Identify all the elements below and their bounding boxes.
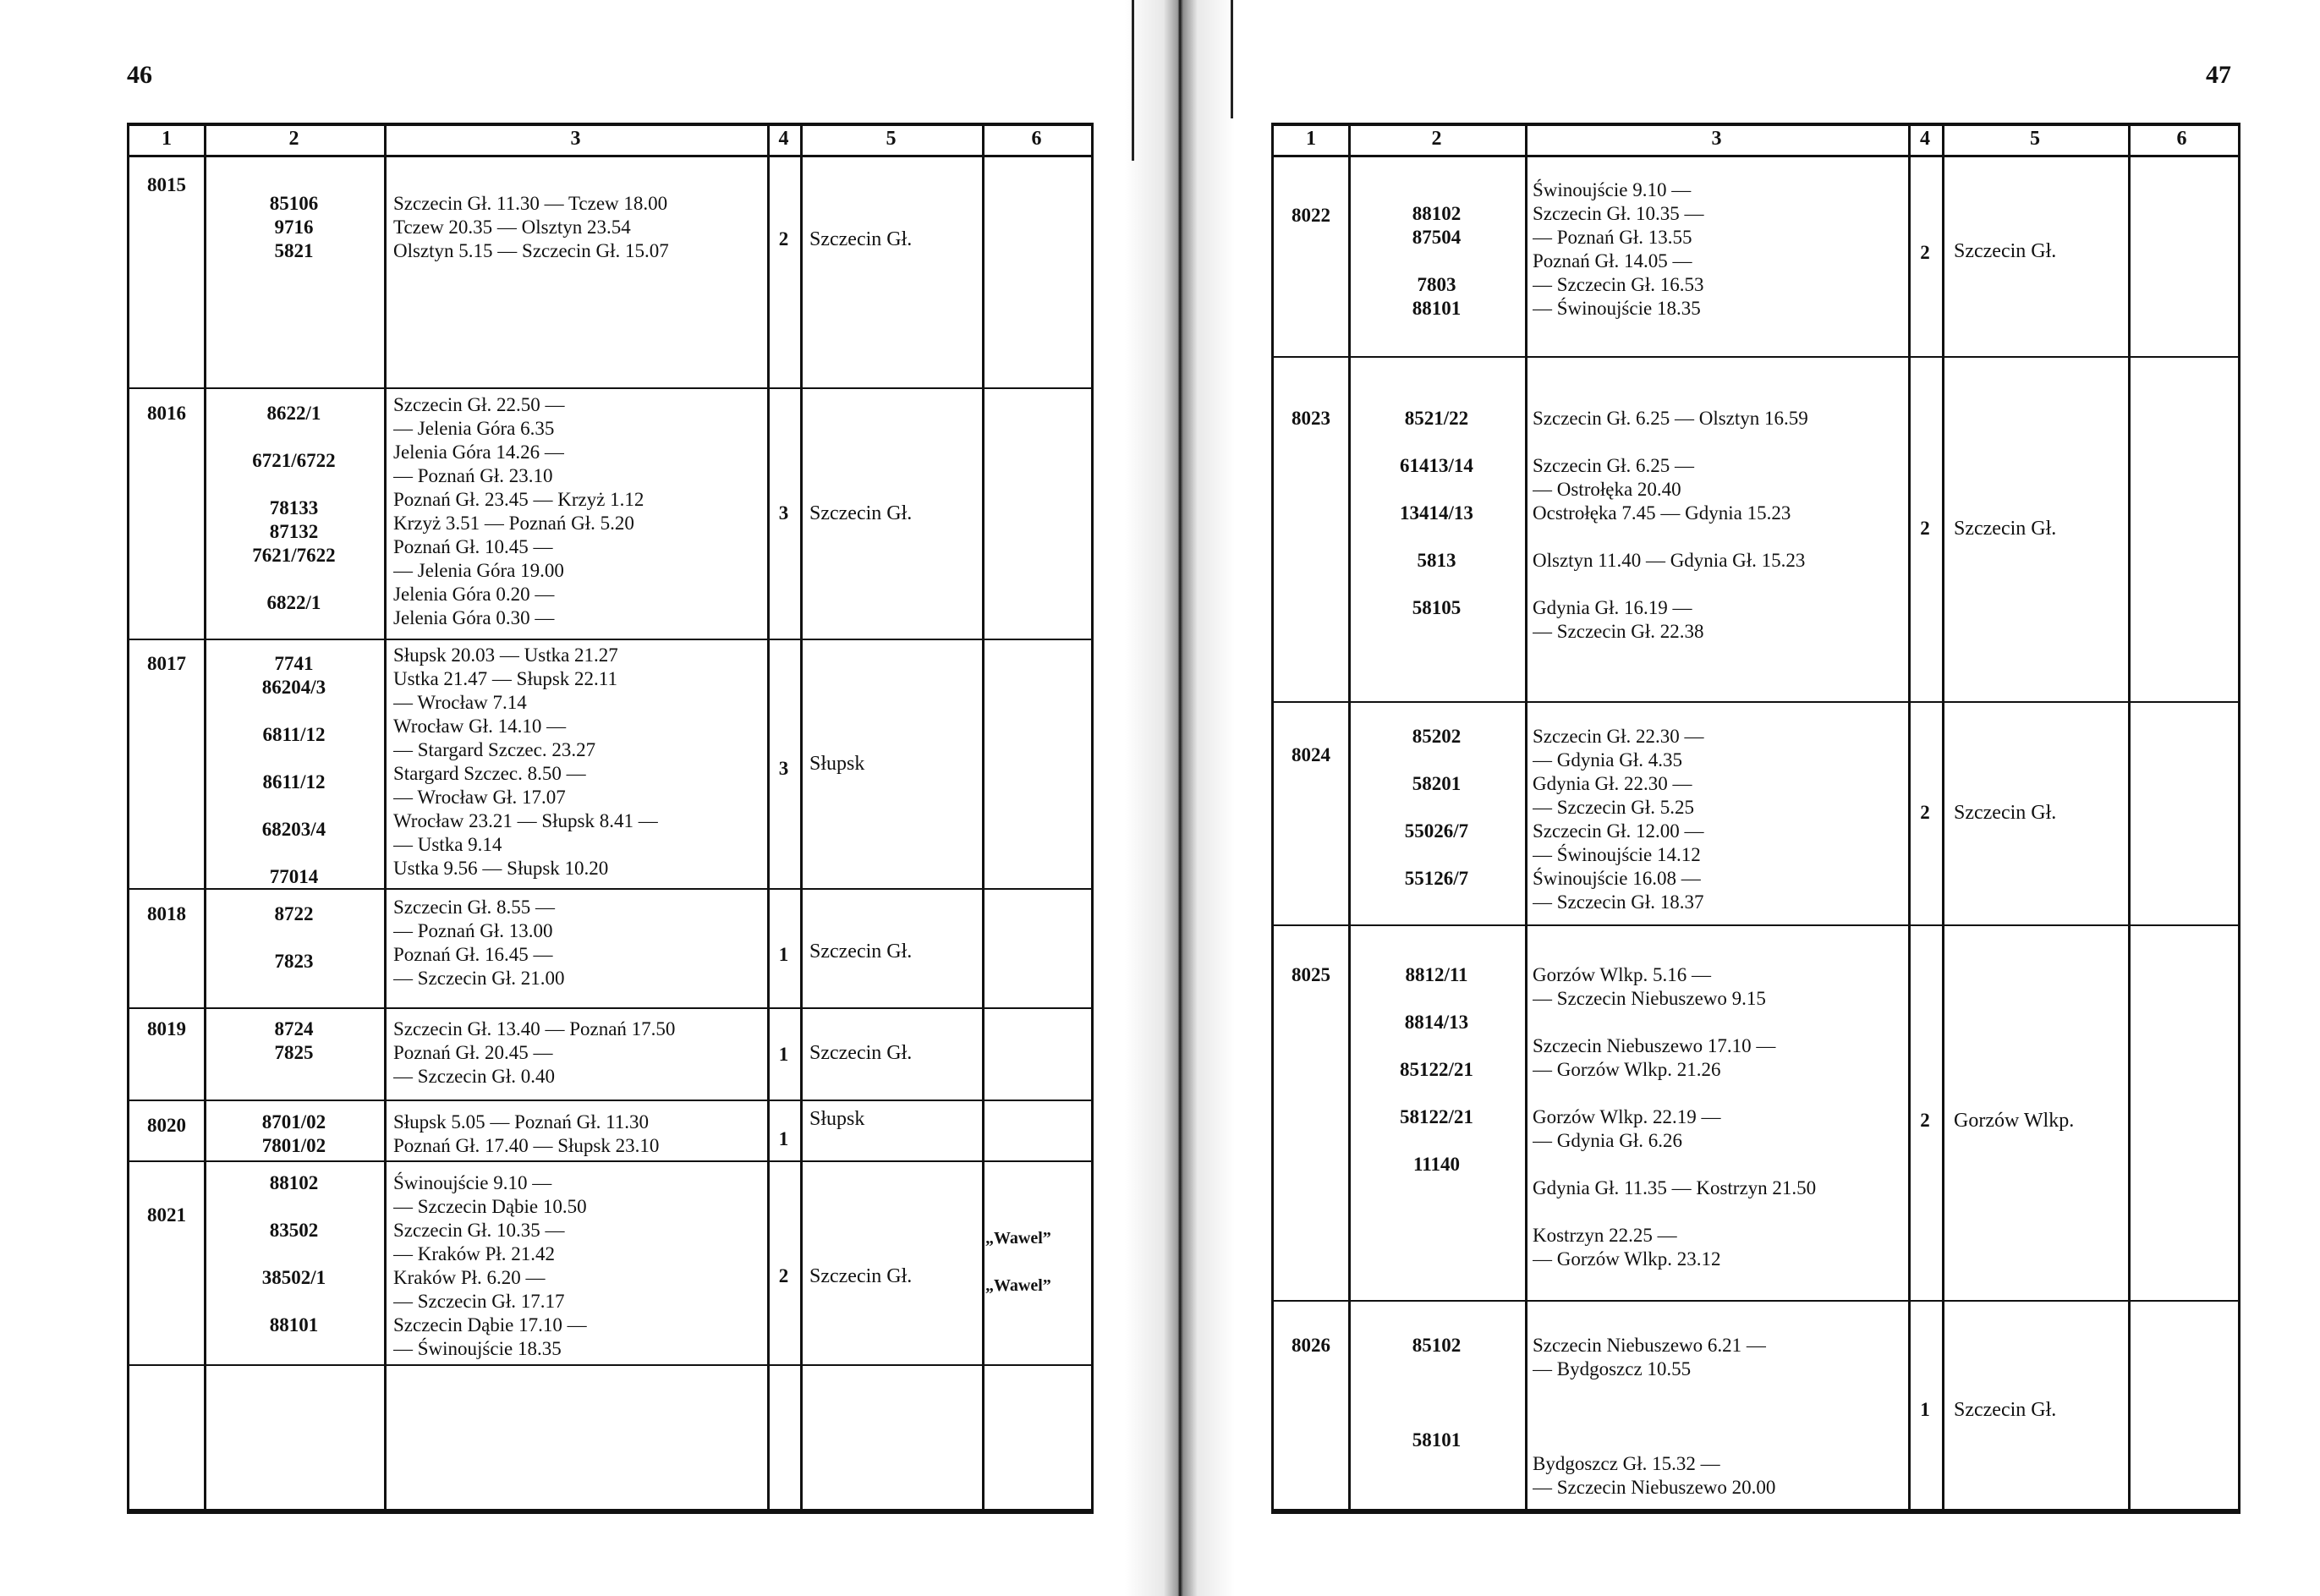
start-station: Szczecin Gł. xyxy=(1954,802,2057,824)
coach-count: 2 xyxy=(1920,802,1930,823)
column-divider-5 xyxy=(2128,123,2131,1514)
row-divider xyxy=(1274,356,2238,358)
column-divider-5 xyxy=(982,123,984,1514)
book-spine xyxy=(1125,0,1235,1596)
row-number: 8023 xyxy=(1292,408,1330,429)
coach-count: 1 xyxy=(778,1128,789,1149)
train-numbers: 8722 7823 xyxy=(274,903,314,972)
header-col-1: 1 xyxy=(162,128,172,150)
row-number: 8015 xyxy=(147,174,186,195)
route-text: Szczecin Gł. 13.40 — Poznań 17.50 Poznań Gł. 20.45 — — Szczecin Gł. 0.40 xyxy=(393,1018,676,1087)
top-rule xyxy=(129,123,1091,126)
start-station: Szczecin Gł. xyxy=(809,941,913,963)
row-divider xyxy=(1274,1300,2238,1302)
route-text: Słupsk 20.03 — Ustka 21.27 Ustka 21.47 — Słupsk 22.11 — Wrocław 7.14 Wrocław Gł. 14.10 — — Stargard Szczec. 23.27 Stargard Szczec. 8.50 — — Wrocław Gł. 17.07 Wrocław 23.21 — Słupsk 8.41 — — Ustka 9.14 Ustka 9.56 — Słupsk 10.20 xyxy=(393,644,658,879)
route-text: Szczecin Gł. 8.55 — — Poznań Gł. 13.00 Poznań Gł. 16.45 — — Szczecin Gł. 21.00 xyxy=(393,897,565,989)
right-timetable xyxy=(1271,123,2240,1514)
train-numbers: 7741 86204/3 6811/12 8611/12 68203/4 77014 xyxy=(261,653,326,887)
route-text: Szczecin Gł. 6.25 — Olsztyn 16.59 Szczecin Gł. 6.25 — — Ostrołęka 20.40 Ocstrołęka 7.45 — Gdynia 15.23 Olsztyn 11.40 — Gdynia Gł. 15.23 Gdynia Gł. 16.19 — — Szczecin Gł. 22.38 xyxy=(1533,408,1808,642)
train-numbers: 85202 58201 55026/7 55126/7 xyxy=(1404,726,1469,889)
route-text: Szczecin Niebuszewo 6.21 — — Bydgoszcz 10.55 Bydgoszcz Gł. 15.32 — — Szczecin Niebuszewo 20.00 xyxy=(1533,1335,1776,1498)
coach-count: 2 xyxy=(778,1265,789,1286)
row-divider xyxy=(129,387,1091,389)
train-numbers: 88102 83502 38502/1 88101 xyxy=(261,1172,326,1335)
train-numbers: 8622/1 6721/6722 78133 87132 7621/7622 6822/1 xyxy=(252,403,336,613)
row-number: 8019 xyxy=(147,1018,186,1039)
row-divider xyxy=(129,1160,1091,1162)
row-number: 8017 xyxy=(147,653,186,674)
row-number: 8018 xyxy=(147,903,186,924)
start-station: Szczecin Gł. xyxy=(1954,1399,2057,1421)
column-divider-4 xyxy=(800,123,803,1514)
header-col-1: 1 xyxy=(1306,128,1316,150)
header-col-6: 6 xyxy=(1031,128,1042,150)
coach-count: 2 xyxy=(1920,518,1930,539)
header-col-4: 4 xyxy=(1920,128,1930,150)
train-numbers: 8812/11 8814/13 85122/21 58122/21 11140 xyxy=(1400,964,1473,1175)
start-station: Słupsk xyxy=(809,753,865,775)
start-station: Szczecin Gł. xyxy=(809,1265,913,1287)
coach-count: 1 xyxy=(1920,1399,1930,1420)
bottom-rule xyxy=(1274,1509,2238,1514)
header-col-3: 3 xyxy=(1711,128,1722,150)
route-text: Słupsk 5.05 — Poznań Gł. 11.30 Poznań Gł. 17.40 — Słupsk 23.10 xyxy=(393,1111,660,1156)
spine-line-left xyxy=(1132,0,1134,161)
row-divider xyxy=(1274,924,2238,926)
route-text: Świnoujście 9.10 — — Szczecin Dąbie 10.50 Szczecin Gł. 10.35 — — Kraków Pł. 21.42 Kraków Pł. 6.20 — — Szczecin Gł. 17.17 Szczecin Dąbie 17.10 — — Świnoujście 18.35 xyxy=(393,1172,587,1359)
header-col-5: 5 xyxy=(2030,128,2040,150)
coach-count: 1 xyxy=(778,1044,789,1065)
train-numbers: 8521/22 61413/14 13414/13 5813 58105 xyxy=(1400,408,1473,618)
route-text: Świnoujście 9.10 — Szczecin Gł. 10.35 — — Poznań Gł. 13.55 Poznań Gł. 14.05 — — Szczecin Gł. 16.53 — Świnoujście 18.35 xyxy=(1533,179,1704,319)
header-col-2: 2 xyxy=(1431,128,1442,150)
row-divider xyxy=(129,1364,1091,1366)
start-station: Szczecin Gł. xyxy=(1954,518,2057,540)
train-numbers: 85106 9716 5821 xyxy=(269,193,319,261)
start-station: Słupsk xyxy=(809,1108,865,1130)
top-rule xyxy=(1274,123,2238,126)
route-text: Gorzów Wlkp. 5.16 — — Szczecin Niebuszewo 9.15 Szczecin Niebuszewo 17.10 — — Gorzów Wlkp. 21.26 Gorzów Wlkp. 22.19 — — Gdynia Gł. 6.26 Gdynia Gł. 11.35 — Kostrzyn 21.50 Kostrzyn 22.25 — — Gorzów Wlkp. 23.12 xyxy=(1533,964,1817,1270)
coach-count: 2 xyxy=(1920,242,1930,263)
row-number: 8024 xyxy=(1292,744,1330,765)
header-col-2: 2 xyxy=(288,128,299,150)
start-station: Szczecin Gł. xyxy=(1954,240,2057,262)
route-text: Szczecin Gł. 22.50 — — Jelenia Góra 6.35 Jelenia Góra 14.26 — — Poznań Gł. 23.10 Poznań Gł. 23.45 — Krzyż 1.12 Krzyż 3.51 — Poznań Gł. 5.20 Poznań Gł. 10.45 — — Jelenia Góra 19.00 Jelenia Góra 0.20 — Jelenia Góra 0.30 — xyxy=(393,394,644,628)
spine-line-right xyxy=(1231,0,1233,118)
coach-count: 2 xyxy=(778,228,789,250)
route-text: Szczecin Gł. 11.30 — Tczew 18.00 Tczew 20.35 — Olsztyn 23.54 Olsztyn 5.15 — Szczecin Gł. 15.07 xyxy=(393,193,669,261)
train-numbers: 85102 58101 xyxy=(1412,1335,1462,1451)
left-timetable xyxy=(127,123,1094,1514)
column-divider-2 xyxy=(1525,123,1527,1514)
header-col-6: 6 xyxy=(2176,128,2187,150)
header-col-4: 4 xyxy=(778,128,789,150)
coach-count: 1 xyxy=(778,944,789,965)
row-divider xyxy=(129,639,1091,640)
row-divider xyxy=(129,1007,1091,1009)
train-numbers: 88102 87504 7803 88101 xyxy=(1412,203,1462,319)
row-divider xyxy=(129,1100,1091,1101)
start-station: Szczecin Gł. xyxy=(809,1042,913,1064)
row-number: 8020 xyxy=(147,1115,186,1136)
row-number: 8022 xyxy=(1292,205,1330,226)
column-divider-2 xyxy=(384,123,387,1514)
train-numbers: 8701/02 7801/02 xyxy=(261,1111,326,1156)
row-number: 8021 xyxy=(147,1204,186,1226)
header-rule xyxy=(129,155,1091,157)
page-number-left: 46 xyxy=(127,61,152,89)
coach-count: 3 xyxy=(778,758,789,779)
row-number: 8025 xyxy=(1292,964,1330,985)
header-rule xyxy=(1274,155,2238,157)
bottom-rule xyxy=(129,1509,1091,1514)
column-divider-4 xyxy=(1942,123,1944,1514)
coach-count: 3 xyxy=(778,502,789,524)
row-number: 8016 xyxy=(147,403,186,424)
header-col-3: 3 xyxy=(570,128,581,150)
start-station: Szczecin Gł. xyxy=(809,228,913,250)
row-number: 8026 xyxy=(1292,1335,1330,1356)
route-text: Szczecin Gł. 22.30 — — Gdynia Gł. 4.35 Gdynia Gł. 22.30 — — Szczecin Gł. 5.25 Szczecin Gł. 12.00 — — Świnoujście 14.12 Świnoujście 16.08 — — Szczecin Gł. 18.37 xyxy=(1533,726,1704,913)
train-name-note: „Wawel” „Wawel” xyxy=(985,1229,1051,1295)
start-station: Szczecin Gł. xyxy=(809,502,913,524)
header-col-5: 5 xyxy=(886,128,897,150)
coach-count: 2 xyxy=(1920,1110,1930,1131)
start-station: Gorzów Wlkp. xyxy=(1954,1110,2075,1132)
column-divider-3 xyxy=(767,123,770,1514)
page-number-right: 47 xyxy=(2206,61,2231,89)
train-numbers: 8724 7825 xyxy=(274,1018,314,1063)
row-divider xyxy=(1274,701,2238,703)
